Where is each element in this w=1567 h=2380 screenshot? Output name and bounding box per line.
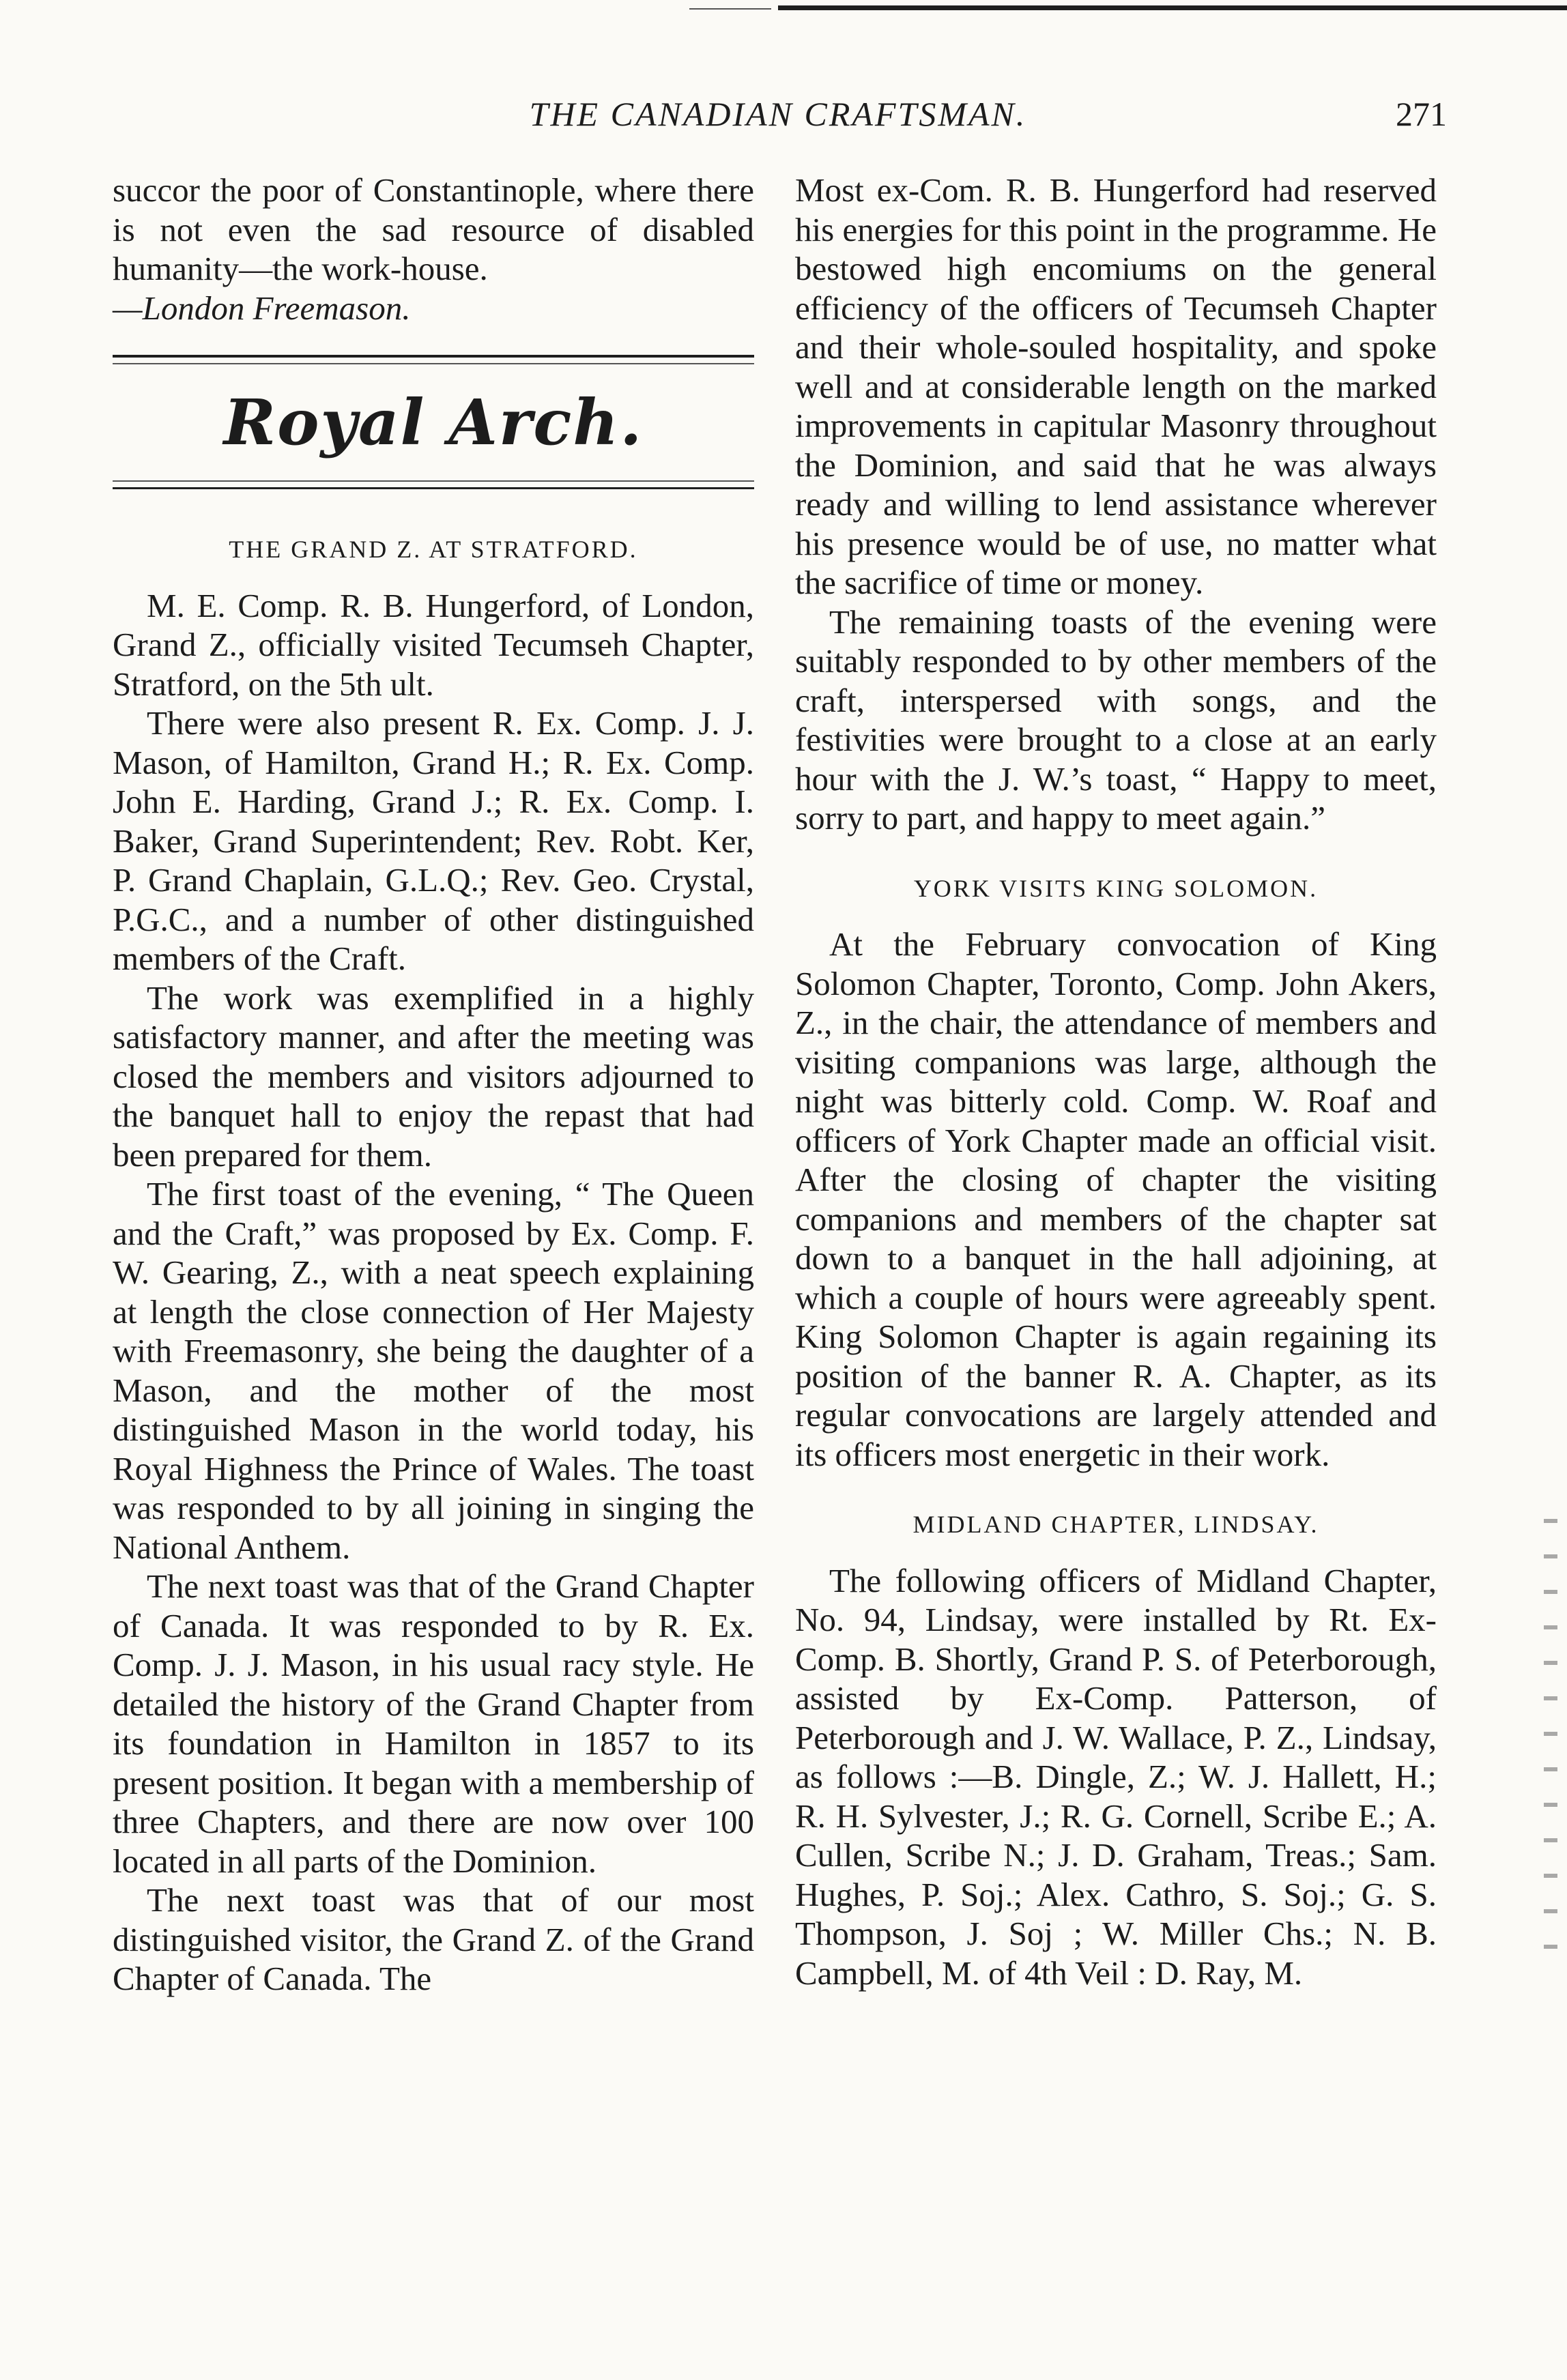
midland-paragraph: The following officers of Midland Chapter, No. 94, Lindsay, were installed by Rt. Ex-Comp. B. Shortly, Grand P. S. of Peterborough, assisted by Ex-Comp. Patterson, of Peterborough and J. W. Wallace, P. Z., Lindsay, as follows :—B. Dingle, Z.; W. J. Hallett, H.; R. H. Sylvester, J.; R. G. Cornell, Scribe E.; A. Cullen, Scribe N.; J. D. Graham, Treas.; Sam. Hughes, P. Soj.; Alex. Cathro, S. Soj.; G. S. Thompson, J. Soj ; W. Miller Chs.; N. B. Campbell, M. of 4th Veil : D. Ray, M. [795, 1561, 1437, 1992]
department-title: Royal Arch. [223, 386, 644, 459]
page-number: 271 [1396, 95, 1447, 133]
paragraph-6: The next toast was that of our most distinguished visitor, the Grand Z. of the Grand Chapter of Canada. The [113, 1881, 754, 1997]
margin-specks [1544, 1488, 1557, 1965]
top-edge-rule [778, 5, 1567, 10]
paragraph-1: M. E. Comp. R. B. Hungerford, of London, Grand Z., officially visited Tecumseh Chapter, Stratford, on the 5th ult. [113, 586, 754, 703]
remaining-toasts-paragraph: The remaining toasts of the evening were suitably responded to by other members of the craft, interspersed with songs, and the festivities were brought to a close at an early hour with the J. W.’s toast, “ Happy to meet, sorry to part, and happy to meet again.” [795, 603, 1437, 837]
section-heading-midland: MIDLAND CHAPTER, LINDSAY. [912, 1511, 1319, 1538]
york-paragraph: At the February convocation of King Solomon Chapter, Toronto, Comp. John Akers, Z., in the chair, the attendance of members and visiting companions was large, although the night was bitterly cold. Comp. W. Roaf and officers of York Chapter made an official visit. After the closing of chapter the visiting companions and members of the chapter sat down to a banquet in the hall adjoining, at which a couple of hours were agreeably spent. King Solomon Chapter is again regaining its position of the banner R. A. Chapter, as its regular convocations are largely attended and its officers most energetic in their work. [795, 925, 1437, 1473]
paragraph-4: The first toast of the evening, “ The Queen and the Craft,” was proposed by Ex. Comp. F. W. Gearing, Z., with a neat speech explaining at length the close connection of Her Majesty with Freemasonry, she being the daughter of a Mason, and the mother of the most distinguished Mason in the world today, his Royal Highness the Prince of Wales. The toast was responded to by all joining in singing the National Anthem. [113, 1175, 754, 1566]
attribution: —London Freemason. [113, 289, 411, 327]
section-heading-grand-z: THE GRAND Z. AT STRATFORD. [229, 536, 638, 563]
paragraph-3: The work was exemplified in a highly satisfactory manner, and after the meeting was closed the members and visitors adjourned to the banquet hall to enjoy the repast that had been prepared for them. [113, 978, 754, 1174]
intro-paragraph: succor the poor of Constantinople, where there is not even the sad resource of disabled humanity—the work-house. [113, 171, 754, 287]
right-column [795, 171, 1437, 1992]
top-edge-rule-thin [689, 8, 771, 10]
page-header [109, 94, 1447, 149]
rule-above-title [113, 355, 754, 364]
paragraph-5: The next toast was that of the Grand Chapter of Canada. It was responded to by R. Ex. Comp. J. J. Mason, in his usual racy style. He detailed the history of the Grand Chapter from its foundation in Hamilton in 1857 to its present position. It began with a membership of three Chapters, and there are now over 100 located in all parts of the Dominion. [113, 1567, 754, 1880]
continuation-paragraph: Most ex-Com. R. B. Hungerford had reserved his energies for this point in the programme. He bestowed high encomiums on the general efficiency of the officers of Tecumseh Chapter and their whole-souled hospitality, and spoke well and at considerable length on the marked improvements in capitular Masonry throughout the Dominion, and said that he was always ready and willing to lend assistance wherever his presence would be of use, no matter what the sacrifice of time or money. [795, 171, 1437, 601]
rule-below-title [113, 480, 754, 489]
section-heading-york: YORK VISITS KING SOLOMON. [913, 874, 1319, 902]
paragraph-2: There were also present R. Ex. Comp. J. J. Mason, of Hamilton, Grand H.; R. Ex. Comp. John E. Harding, Grand J.; R. Ex. Comp. I. Baker, Grand Superintendent; Rev. Robt. Ker, P. Grand Chaplain, G.L.Q.; Rev. Geo. Crystal, P.G.C., and a number of other distinguished members of the Craft. [113, 704, 754, 977]
left-column [113, 171, 754, 1999]
running-title: THE CANADIAN CRAFTSMAN. [529, 95, 1027, 133]
